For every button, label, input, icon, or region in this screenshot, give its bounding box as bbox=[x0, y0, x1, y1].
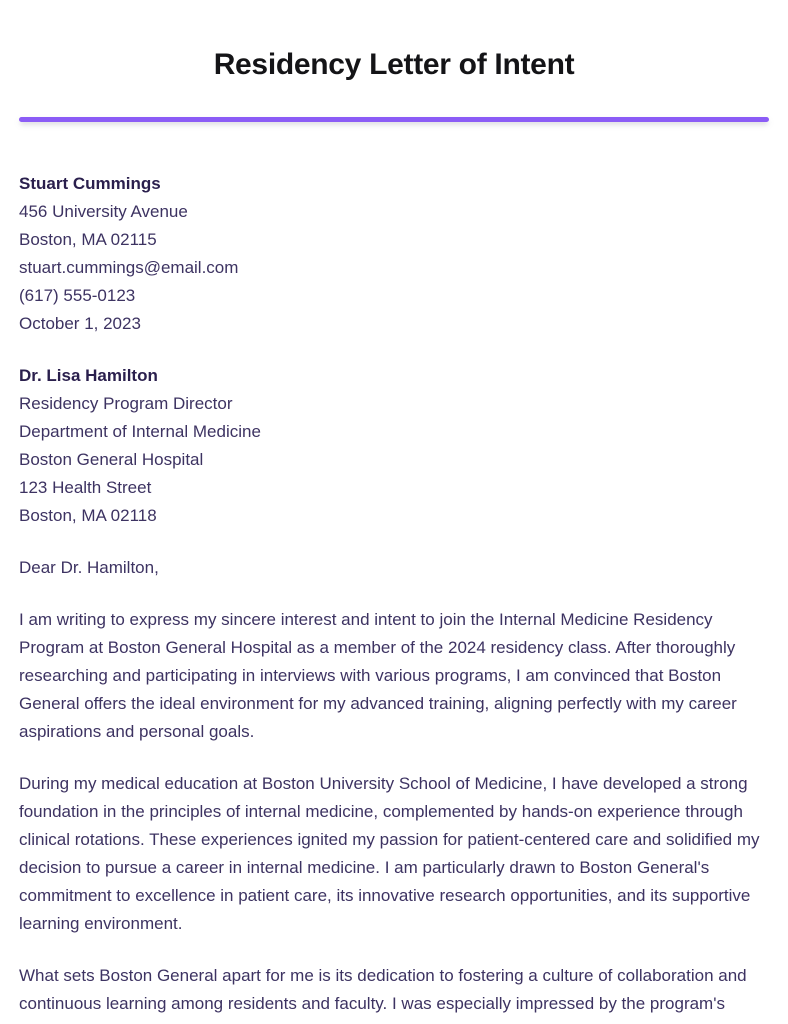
recipient-title: Residency Program Director bbox=[19, 394, 233, 413]
recipient-city-state-zip: Boston, MA 02118 bbox=[19, 506, 157, 525]
page-title: Residency Letter of Intent bbox=[213, 48, 575, 81]
body-paragraph-1: I am writing to express my sincere interest and intent to join the Internal Medicine Residency Program at Boston General Hospital as a member of the 2024 residency class. After thoroughly researching and participating in interviews with various programs, I am convinced that Boston General offers the ideal environment for my advanced training, aligning perfectly with my career aspirations and personal goals. bbox=[19, 610, 737, 741]
sender-phone: (617) 555-0123 bbox=[19, 286, 136, 305]
salutation: Dear Dr. Hamilton, bbox=[19, 558, 159, 577]
sender-address-block bbox=[19, 170, 769, 338]
recipient-department: Department of Internal Medicine bbox=[19, 422, 261, 441]
letter-body bbox=[19, 122, 769, 1018]
sender-name: Stuart Cummings bbox=[19, 174, 161, 193]
body-paragraph-3: What sets Boston General apart for me is its dedication to fostering a culture of collaboration and continuous learning among residents and faculty. I was especially impressed by the program's bbox=[19, 966, 747, 1013]
sender-city-state-zip: Boston, MA 02115 bbox=[19, 230, 157, 249]
title-divider-container bbox=[19, 84, 769, 122]
recipient-street: 123 Health Street bbox=[19, 478, 152, 497]
letter-date: October 1, 2023 bbox=[19, 314, 141, 333]
body-paragraph-2: During my medical education at Boston University School of Medicine, I have developed a strong foundation in the principles of internal medicine, complemented by hands-on experience through clinical rotations. These experiences ignited my passion for patient-centered care and solidified my decision to pursue a career in internal medicine. I am particularly drawn to Boston General's commitment to excellence in patient care, its innovative research opportunities, and its supportive learning environment. bbox=[19, 774, 760, 933]
recipient-name: Dr. Lisa Hamilton bbox=[19, 366, 158, 385]
recipient-organization: Boston General Hospital bbox=[19, 450, 204, 469]
sender-email: stuart.cummings@email.com bbox=[19, 258, 239, 277]
recipient-address-block bbox=[19, 362, 769, 530]
sender-street: 456 University Avenue bbox=[19, 202, 188, 221]
